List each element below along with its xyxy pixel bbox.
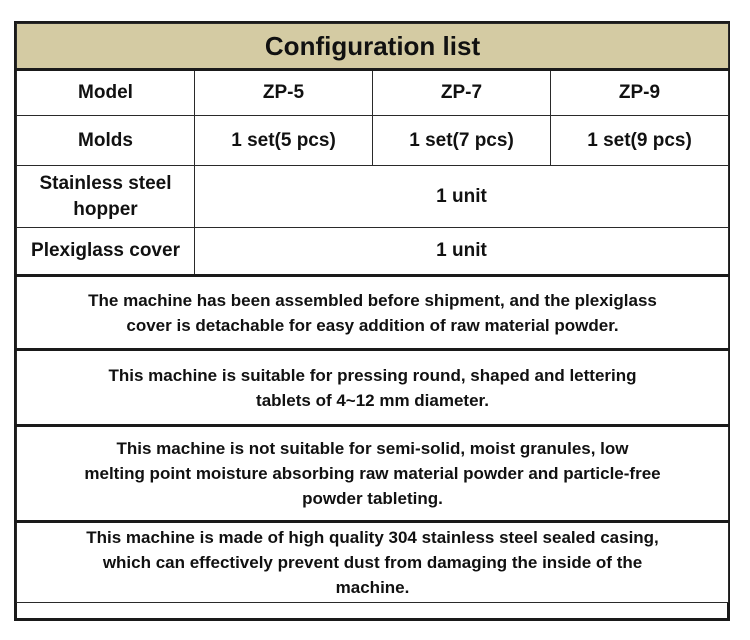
note-4-line-3: machine. — [335, 578, 410, 597]
configuration-table — [16, 23, 729, 603]
header-row — [17, 70, 729, 116]
note-suitable — [17, 350, 729, 426]
note-not-suitable — [17, 426, 729, 522]
note-3-line-1: This machine is not suitable for semi-solid, moist granules, low — [116, 439, 629, 458]
note-casing — [17, 522, 729, 603]
molds-row — [17, 116, 729, 166]
note-2-line-2: tablets of 4~12 mm diameter. — [256, 390, 489, 410]
molds-value-zp7: 1 set(7 pcs) — [373, 116, 551, 166]
note-row-3 — [17, 426, 729, 522]
note-row-1 — [17, 276, 729, 350]
cover-value: 1 unit — [195, 228, 729, 276]
table-title: Configuration list — [17, 24, 729, 70]
note-row-2 — [17, 350, 729, 426]
note-3-line-3: powder tableting. — [302, 489, 443, 508]
note-1-line-2: cover is detachable for easy addition of raw material powder. — [126, 315, 619, 335]
cover-row — [17, 228, 729, 276]
header-model-zp7: ZP-7 — [373, 70, 551, 116]
hopper-label-line1: Stainless steel — [39, 172, 172, 194]
hopper-label — [17, 166, 195, 228]
note-1-line-1: The machine has been assembled before shipment, and the plexiglass — [88, 290, 657, 310]
cover-label: Plexiglass cover — [17, 228, 195, 276]
molds-label: Molds — [17, 116, 195, 166]
note-row-4 — [17, 522, 729, 603]
note-4-line-1: This machine is made of high quality 304 stainless steel sealed casing, — [86, 528, 659, 547]
hopper-value: 1 unit — [195, 166, 729, 228]
header-model-zp9: ZP-9 — [551, 70, 729, 116]
note-assembled — [17, 276, 729, 350]
hopper-row — [17, 166, 729, 228]
note-2-line-1: This machine is suitable for pressing round, shaped and lettering — [108, 365, 637, 385]
header-label-model: Model — [17, 70, 195, 116]
note-4-line-2: which can effectively prevent dust from damaging the inside of the — [102, 553, 643, 572]
header-model-zp5: ZP-5 — [195, 70, 373, 116]
molds-value-zp5: 1 set(5 pcs) — [195, 116, 373, 166]
title-row — [17, 24, 729, 70]
hopper-label-line2: hopper — [73, 198, 138, 220]
note-3-line-2: melting point moisture absorbing raw material powder and particle-free — [84, 464, 661, 483]
molds-value-zp9: 1 set(9 pcs) — [551, 116, 729, 166]
